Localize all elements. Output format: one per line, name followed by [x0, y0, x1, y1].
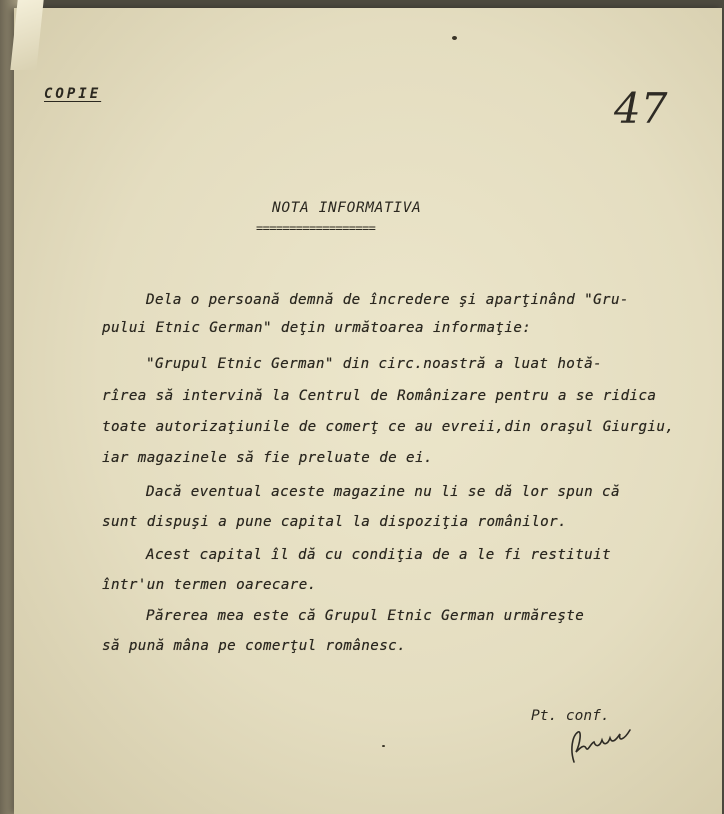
handwritten-signature: [566, 722, 636, 770]
ink-spot: [382, 745, 385, 747]
ink-spot: [452, 36, 457, 40]
body-line: toate autorizaţiunile de comerţ ce au evreii,din oraşul Giurgiu,: [102, 419, 675, 435]
body-line: rîrea să intervină la Centrul de Românizare pentru a se ridica: [102, 388, 657, 404]
body-line: Acest capital îl dă cu condiţia de a le fi restituit: [146, 547, 611, 563]
body-line: Dacă eventual aceste magazine nu li se dă lor spun că: [146, 484, 620, 500]
document-title: NOTA INFORMATIVA: [272, 200, 422, 216]
body-line: sunt dispuşi a pune capital la dispoziţia românilor.: [102, 514, 567, 530]
body-line: Părerea mea este că Grupul Etnic German urmăreşte: [146, 608, 585, 624]
signature-label: Pt. conf.: [531, 708, 610, 724]
body-line: "Grupul Etnic German" din circ.noastră a luat hotă-: [146, 356, 603, 372]
title-underline: ==================: [256, 221, 376, 235]
copy-header-label: COPIE: [44, 86, 102, 102]
body-line: pului Etnic German" deţin următoarea informaţie:: [102, 320, 532, 336]
body-line: să pună mâna pe comerţul românesc.: [102, 638, 407, 654]
handwritten-page-number: 47: [614, 84, 668, 133]
body-line: într'un termen oarecare.: [102, 577, 317, 593]
body-line: Dela o persoană demnă de încredere şi aparţinând "Gru-: [146, 292, 629, 308]
body-line: iar magazinele să fie preluate de ei.: [102, 450, 433, 466]
